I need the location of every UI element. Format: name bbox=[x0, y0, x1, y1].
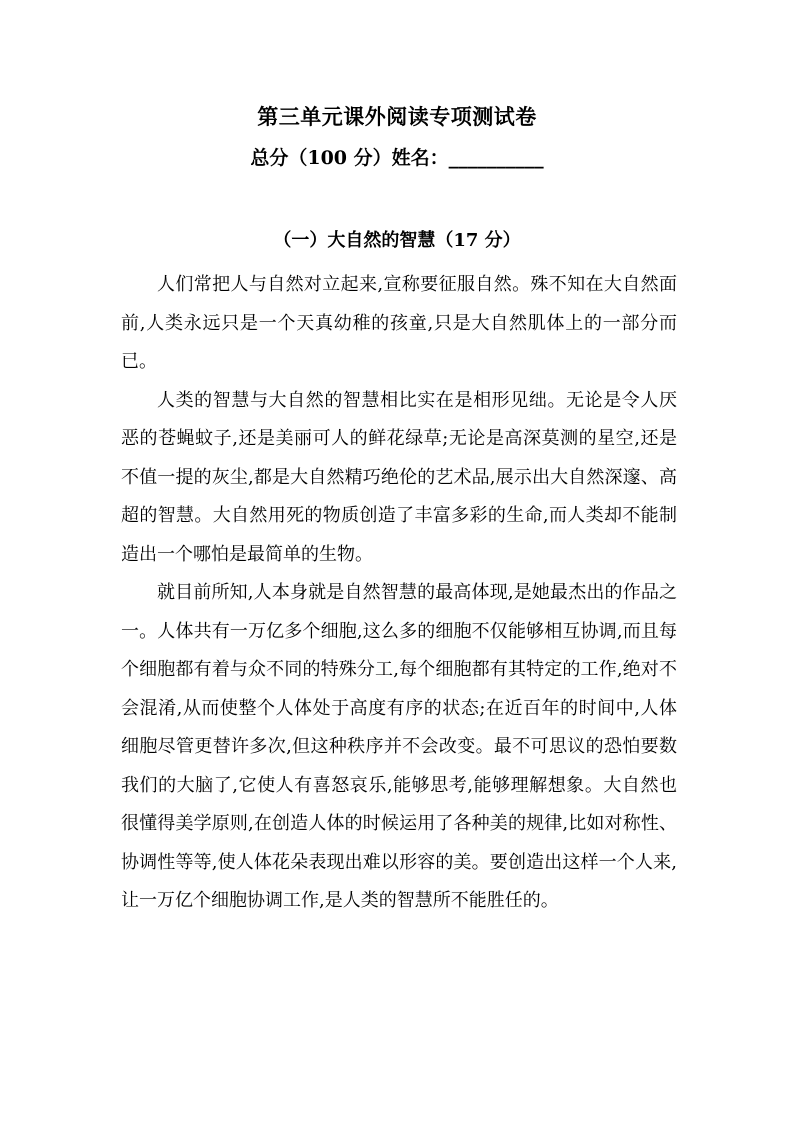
paragraph-3: 就目前所知,人本身就是自然智慧的最高体现,是她最杰出的作品之一。人体共有一万亿多个细胞,这么多的细胞不仅能够相互协调,而且每个细胞都有着与众不同的特殊分工,每个细胞都有其特定的工作,绝对不会混淆,从而使整个人体处于高度有序的状态;在近百年的时间中,人体细胞尽管更替许多次,但这种秩序并不会改变。最不可思议的恐怕要数我们的大脑了,它使人有喜怒哀乐,能够思考,能够理解想象。大自然也很懂得美学原则,在创造人体的时候运用了各种美的规律,比如对称性、协调性等等,使人体花朵表现出难以形容的美。要创造出这样一个人来,让一万亿个细胞协调工作,是人类的智慧所不能胜任的。 bbox=[121, 582, 677, 911]
document-title: 第三单元课外阅读专项测试卷 bbox=[257, 104, 537, 129]
score-and-name-line: 总分（100 分）姓名：__________ bbox=[250, 147, 544, 169]
paragraph-2: 人类的智慧与大自然的智慧相比实在是相形见绌。无论是令人厌恶的苍蝇蚊子,还是美丽可人的鲜花绿草;无论是高深莫测的星空,还是不值一提的灰尘,都是大自然精巧绝伦的艺术品,展示出大自然深邃、高超的智慧。大自然用死的物质创造了丰富多彩的生命,而人类却不能制造出一个哪怕是最简单的生物。 bbox=[121, 389, 677, 565]
section-heading: （一）大自然的智慧（17 分） bbox=[273, 230, 521, 251]
reading-passage bbox=[121, 266, 677, 921]
paragraph-1: 人们常把人与自然对立起来,宣称要征服自然。殊不知在大自然面前,人类永远只是一个天真幼稚的孩童,只是大自然肌体上的一部分而已。 bbox=[121, 274, 677, 372]
